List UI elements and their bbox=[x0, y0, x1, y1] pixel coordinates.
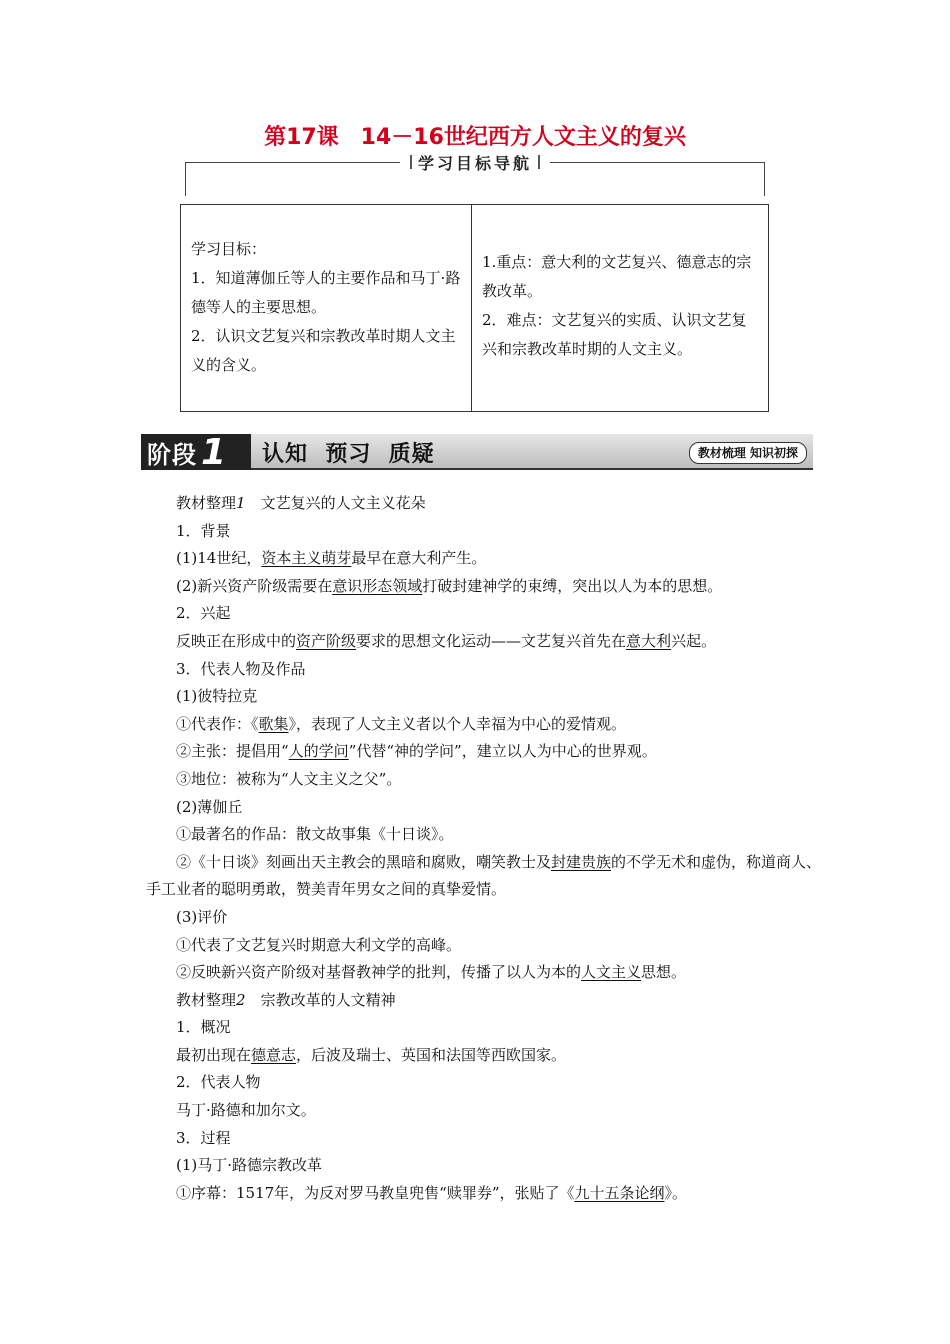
underlined-term: 封建贵族 bbox=[551, 852, 612, 871]
text-segment: ②主张：提倡用“ bbox=[176, 742, 289, 761]
stage-badge bbox=[141, 431, 251, 473]
content-paragraph bbox=[146, 849, 826, 904]
stage-number: 1 bbox=[201, 431, 227, 473]
goal-header-label bbox=[400, 151, 550, 173]
text-segment: 3．代表人物及作品 bbox=[176, 659, 306, 678]
text-segment: ②反映新兴资产阶级对基督教神学的批判，传播了以人为本的 bbox=[176, 963, 582, 982]
content-paragraph bbox=[146, 987, 826, 1015]
header-bracket-left bbox=[185, 162, 186, 196]
content-paragraph bbox=[146, 1125, 826, 1153]
content-paragraph bbox=[146, 959, 826, 987]
underlined-term: 资本主义萌芽 bbox=[261, 549, 352, 568]
objectives-cell-keypoints bbox=[472, 205, 768, 411]
text-segment: ”代替“神的学问”，建立以人为中心的世界观。 bbox=[348, 742, 657, 761]
text-segment: 宗教改革的人文精神 bbox=[245, 990, 396, 1009]
underlined-term: 人的学问 bbox=[288, 742, 349, 761]
text-segment: 马丁·路德和加尔文。 bbox=[176, 1101, 316, 1120]
content-paragraph bbox=[146, 1014, 826, 1042]
stage-banner bbox=[141, 431, 813, 473]
content-paragraph bbox=[146, 545, 826, 573]
divider-tick bbox=[538, 155, 540, 169]
content-paragraph bbox=[146, 628, 826, 656]
text-segment: ③地位：被称为“人文主义之父”。 bbox=[176, 769, 402, 788]
text-segment: 最初出现在 bbox=[176, 1045, 252, 1064]
text-segment: 教材整理 bbox=[176, 494, 237, 512]
text-segment: 3．过程 bbox=[176, 1128, 231, 1147]
content-paragraph bbox=[146, 932, 826, 960]
content-paragraph bbox=[146, 1180, 826, 1208]
underlined-term: 德意志 bbox=[251, 1045, 297, 1064]
underlined-term: 人文主义 bbox=[581, 963, 642, 982]
text-segment: ②《十日谈》刻画出天主教会的黑暗和腐败，嘲笑教士及 bbox=[176, 852, 552, 871]
text-segment: (2)新兴资产阶级需要在 bbox=[176, 576, 333, 595]
text-segment: 最早在意大利产生。 bbox=[351, 549, 487, 568]
text-segment: 2 bbox=[236, 990, 246, 1009]
text-segment: 1．概况 bbox=[176, 1018, 231, 1037]
text-segment: 》，表现了人文主义者以个人幸福为中心的爱情观。 bbox=[288, 714, 627, 733]
text-segment: 2．兴起 bbox=[176, 604, 231, 623]
text-segment: (2)薄伽丘 bbox=[176, 797, 243, 816]
content-paragraph bbox=[146, 711, 826, 739]
underlined-term: 歌集 bbox=[258, 714, 289, 733]
divider-tick bbox=[410, 155, 412, 169]
text-segment: (1)彼特拉克 bbox=[176, 687, 258, 706]
content-paragraph bbox=[146, 821, 826, 849]
content-paragraph bbox=[146, 490, 826, 518]
content-paragraph bbox=[146, 766, 826, 794]
text-segment: ①代表作：《 bbox=[176, 714, 259, 733]
text-segment: 文艺复兴的人文主义花朵 bbox=[245, 494, 426, 512]
text-segment: (1)14世纪， bbox=[176, 549, 262, 568]
content-paragraph bbox=[146, 1042, 826, 1070]
learning-goals-header bbox=[185, 152, 765, 196]
text-segment: ①代表了文艺复兴时期意大利文学的高峰。 bbox=[176, 935, 462, 954]
content-paragraph bbox=[146, 573, 826, 601]
content-paragraph bbox=[146, 904, 826, 932]
keypoint-item: 1.重点：意大利的文艺复兴、德意志的宗教改革。 bbox=[482, 253, 752, 300]
text-segment: ，后波及瑞士、英国和法国等西欧国家。 bbox=[296, 1045, 567, 1064]
text-segment: 2．代表人物 bbox=[176, 1073, 261, 1092]
stage-title: 认知 预习 质疑 bbox=[262, 442, 435, 467]
text-segment: ①最著名的作品：散文故事集《十日谈》。 bbox=[176, 825, 454, 844]
underlined-term: 意大利 bbox=[626, 631, 672, 650]
underlined-term: 九十五条论纲 bbox=[574, 1183, 665, 1202]
objectives-cell-goals bbox=[181, 205, 472, 411]
text-segment: 反映正在形成中的 bbox=[176, 631, 297, 650]
page-title: 第17课 14－16世纪西方人文主义的复兴 bbox=[264, 125, 686, 150]
text-segment: 思想。 bbox=[641, 963, 687, 982]
text-segment: 》。 bbox=[664, 1183, 688, 1202]
text-segment: 1 bbox=[236, 494, 246, 512]
underlined-term: 资产阶级 bbox=[296, 631, 357, 650]
underlined-term: 意识形态领域 bbox=[332, 576, 423, 595]
content-paragraph bbox=[146, 656, 826, 684]
content-paragraph bbox=[146, 794, 826, 822]
text-segment: ①序幕：1517年，为反对罗马教皇兜售“赎罪券”，张贴了《 bbox=[176, 1183, 575, 1202]
content-paragraph bbox=[146, 1097, 826, 1125]
goal-header-text: 学习目标导航 bbox=[417, 153, 532, 173]
keypoint-item: 2．难点：文艺复兴的实质、认识文艺复兴和宗教改革时期的人文主义。 bbox=[482, 311, 747, 358]
content-paragraph bbox=[146, 1069, 826, 1097]
text-segment: 的不学无术和虚伪，称道商人、手工业者的聪明勇敢，赞美青年男女之间的真挚爱情。 bbox=[146, 852, 822, 899]
content-paragraph bbox=[146, 683, 826, 711]
objectives-label: 学习目标： bbox=[191, 240, 267, 258]
content-paragraph bbox=[146, 1152, 826, 1180]
stage-word: 阶段 bbox=[147, 440, 197, 469]
objectives-table bbox=[180, 204, 769, 412]
content-paragraph bbox=[146, 600, 826, 628]
header-bracket-right bbox=[764, 162, 765, 196]
text-segment: 兴起。 bbox=[671, 631, 717, 650]
text-segment: 打破封建神学的束缚，突出以人为本的思想。 bbox=[422, 576, 723, 595]
objective-item: 1．知道薄伽丘等人的主要作品和马丁·路德等人的主要思想。 bbox=[191, 269, 461, 316]
content-paragraph bbox=[146, 738, 826, 766]
lesson-body bbox=[146, 490, 826, 1207]
text-segment: 教材整理 bbox=[176, 990, 237, 1009]
text-segment: (3)评价 bbox=[176, 907, 228, 926]
text-segment: (1)马丁·路德宗教改革 bbox=[176, 1156, 323, 1175]
text-segment: 要求的思想文化运动——文艺复兴首先在 bbox=[356, 631, 627, 650]
text-segment: 1．背景 bbox=[176, 521, 231, 540]
content-paragraph bbox=[146, 518, 826, 546]
objective-item: 2．认识文艺复兴和宗教改革时期人文主义的含义。 bbox=[191, 327, 456, 374]
stage-tag: 教材梳理 知识初探 bbox=[689, 442, 807, 464]
